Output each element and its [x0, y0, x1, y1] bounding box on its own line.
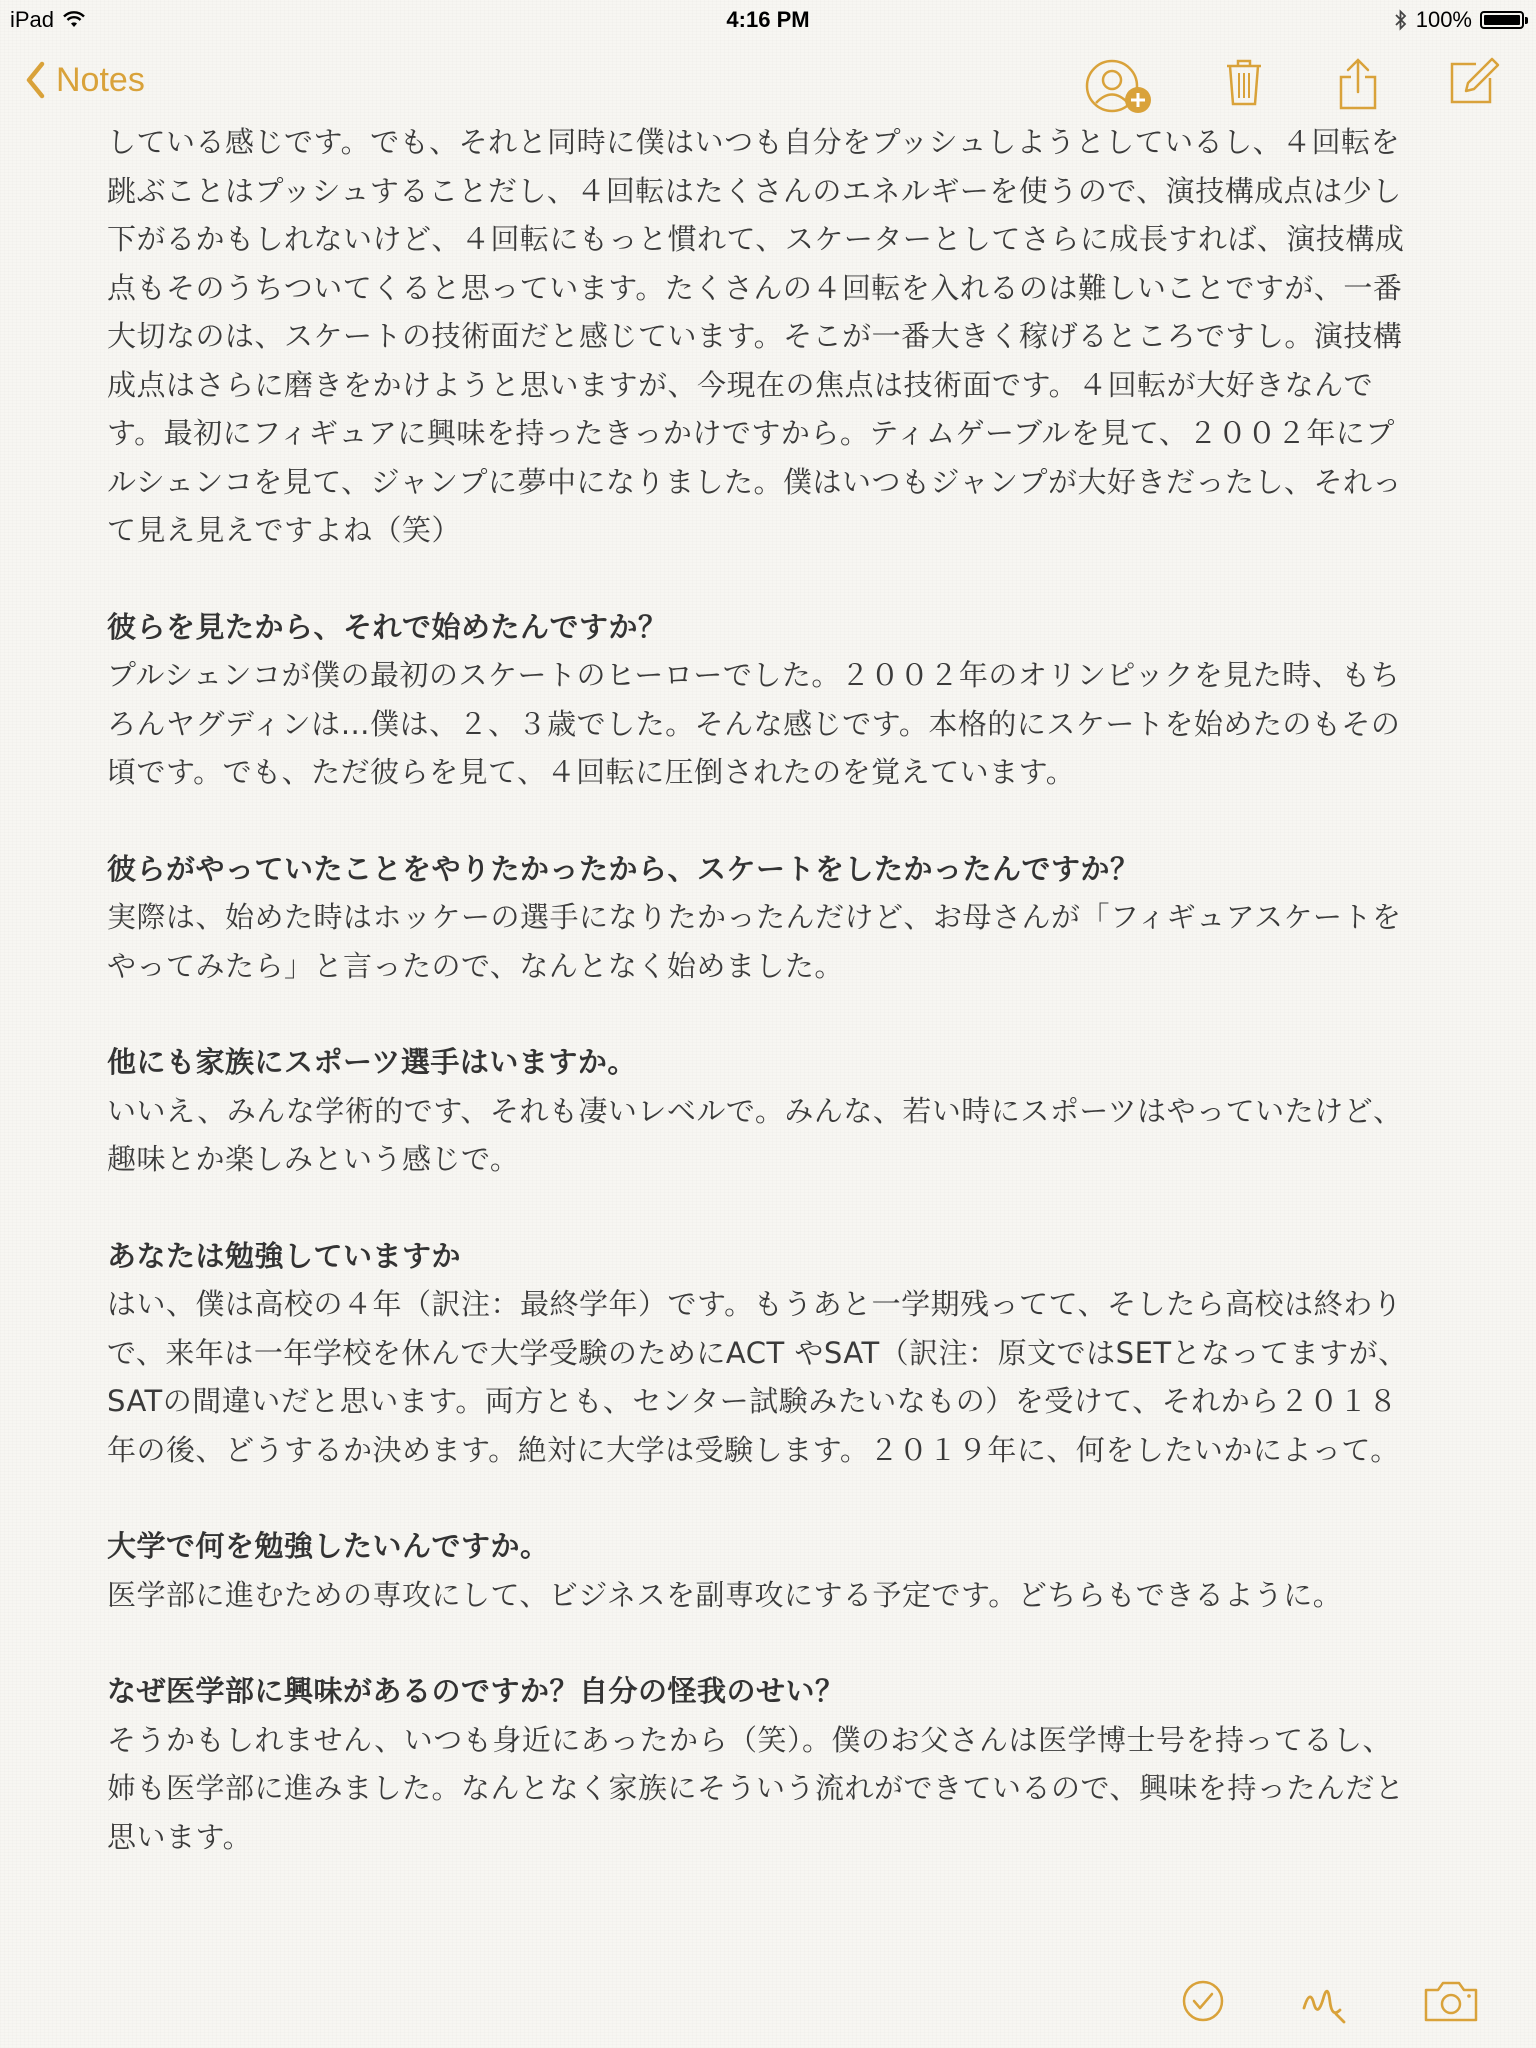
qa-section: [107, 845, 1412, 991]
checklist-button[interactable]: [1180, 1978, 1226, 2028]
compose-button[interactable]: [1448, 56, 1500, 112]
share-button[interactable]: [1336, 56, 1380, 116]
nav-bar: [0, 40, 1536, 130]
qa-section: [107, 1232, 1412, 1475]
camera-icon: [1422, 1978, 1480, 2024]
answer-text: 医学部に進むための専攻にして、ビジネスを副専攻にする予定です。どちらもできるように。: [107, 1577, 1343, 1612]
note-paragraph: している感じです。でも、それと同時に僕はいつも自分をプッシュしようとしているし、４回転を跳ぶことはプッシュすることだし、４回転はたくさんのエネルギーを使うので、演技構成点は少し下がるかもしれないけど、４回転にもっと慣れて、スケーターとしてさらに成長すれば、演技構成点もそのうちついてくると思っています。たくさんの４回転を入れるのは難しいことですが、一番大切なのは、スケートの技術面だと感じています。そこが一番大きく稼げるところですし。演技構成点はさらに磨きをかけようと思いますが、今現在の焦点は技術面です。４回転が大好きなんです。最初にフィギュアに興味を持ったきっかけですから。ティムゲーブルを見て、２００２年にプルシェンコを見て、ジャンプに夢中になりました。僕はいつもジャンプが大好きだったし、それって見え見えですよね（笑）: [107, 125, 1405, 547]
trash-icon: [1224, 56, 1264, 108]
bluetooth-icon: [1394, 9, 1408, 31]
share-icon: [1336, 56, 1380, 112]
camera-button[interactable]: [1422, 1978, 1480, 2028]
answer-text: プルシェンコが僕の最初のスケートのヒーローでした。２００２年のオリンピックを見た時、もちろんヤグディンは…僕は、２、３歳でした。そんな感じです。本格的にスケートを始めたのもその頃です。でも、ただ彼らを見て、４回転に圧倒されたのを覚えています。: [107, 658, 1401, 789]
compose-icon: [1448, 56, 1500, 108]
answer-text: いいえ、みんな学術的です、それも凄いレベルで。みんな、若い時にスポーツはやっていたけど、趣味とか楽しみという感じで。: [107, 1093, 1403, 1176]
battery-percent: 100%: [1415, 7, 1472, 32]
question-heading: 大学で何を勉強したいんですか。: [107, 1529, 550, 1563]
add-person-icon: [1082, 56, 1158, 116]
bottom-toolbar: [0, 1978, 1536, 2048]
status-right: [1394, 7, 1524, 33]
question-heading: 他にも家族にスポーツ選手はいますか。: [107, 1045, 637, 1079]
add-person-button[interactable]: [1082, 56, 1158, 120]
sketch-icon: [1300, 1978, 1348, 2026]
question-heading: あなたは勉強していますか: [107, 1238, 462, 1273]
sketch-button[interactable]: [1300, 1978, 1348, 2030]
qa-section: [107, 603, 1412, 797]
device-label: iPad: [10, 7, 55, 32]
question-heading: 彼らがやっていたことをやりたかったから、スケートをしたかったんですか？: [107, 851, 1140, 886]
battery-icon: [1480, 11, 1524, 29]
answer-text: はい、僕は高校の４年（訳注：最終学年）です。もうあと一学期残ってて、そしたら高校は終わりで、来年は一年学校を休んで大学受験のためにACT やSAT（訳注：原文ではSETとなってますが、SATの間違いだと思います。両方とも、センター試験みたいなもの）を受けて、それから２０１８年の後、どうするか決めます。絶対に大学は受験します。２０１９年に、何をしたいかによって。: [107, 1287, 1408, 1467]
status-time: 4:16 PM: [726, 7, 810, 32]
chevron-left-icon: [24, 60, 46, 100]
battery-fill: [1484, 15, 1520, 25]
question-heading: 彼らを見たから、それで始めたんですか？: [107, 609, 668, 644]
answer-text: そうかもしれません、いつも身近にあったから（笑）。僕のお父さんは医学博士号を持ってるし、姉も医学部に進みました。なんとなく家族にそういう流れができているので、興味を持ったんだと思います。: [107, 1722, 1405, 1854]
battery-tip: [1525, 17, 1528, 24]
checklist-icon: [1180, 1978, 1226, 2024]
qa-section: [107, 1522, 1412, 1619]
status-bar: [0, 0, 1536, 40]
note-body[interactable]: [107, 118, 1412, 1861]
question-heading: なぜ医学部に興味があるのですか？自分の怪我のせい？: [107, 1674, 845, 1708]
trash-button[interactable]: [1224, 56, 1264, 112]
qa-section: [107, 1667, 1412, 1861]
answer-text: 実際は、始めた時はホッケーの選手になりたかったんだけど、お母さんが「フィギュアスケートをやってみたら」と言ったので、なんとなく始めました。: [107, 900, 1402, 983]
back-button[interactable]: [24, 60, 145, 100]
back-label: Notes: [56, 60, 145, 99]
qa-section: [107, 1038, 1412, 1184]
